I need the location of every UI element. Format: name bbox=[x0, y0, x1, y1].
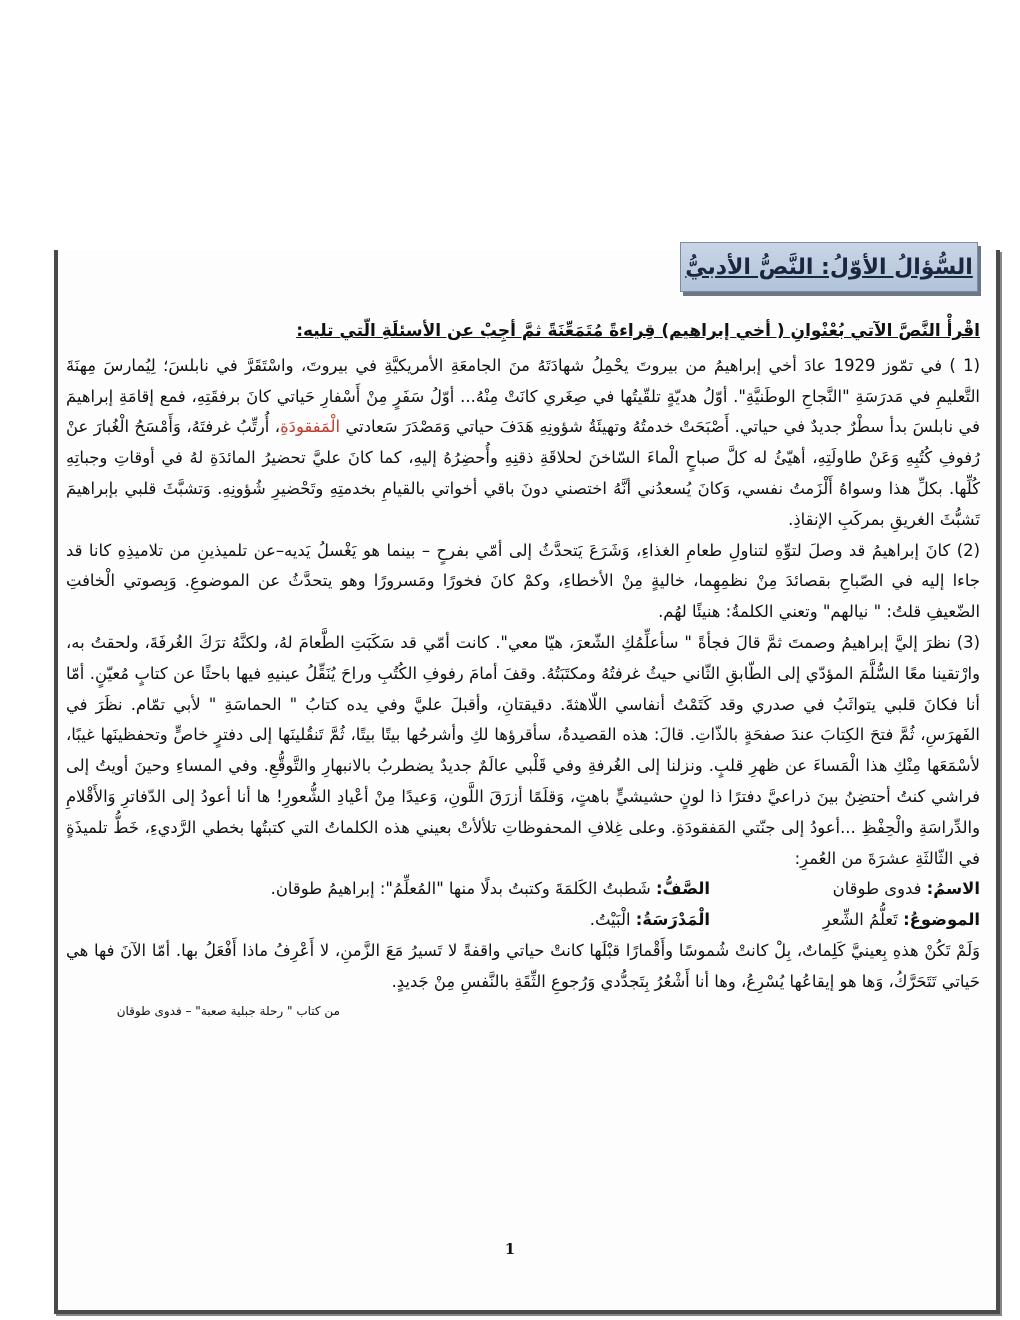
notebook-cover-row-2 bbox=[66, 905, 980, 936]
class-field bbox=[271, 874, 710, 905]
paragraph-1-text-a: (1 ) في تمّوز 1929 عادَ أخي إبراهيمُ من بيروتَ يحْمِلُ شهادَتَهُ منَ الجامعَةِ الأمريكيَّةِ في بيروتَ، واسْتَقَرَّ في نابلسَ؛ لِيُمارسَ مِهنَةَ التَّعليمِ في مَدرَسَةِ "النَّجاحِ الوطَنيَّةِ". أوّلُ هديّةٍ تلقّيتُها في صِغَري كانَتْ مِنْهُ... أوّلُ سَفَرٍ مِنْ أَسْفارِ حَياتي كانَ برفقَتِهِ، فمع إقامَةِ إبراهيمَ في نابلسَ بدأ سطْرٌ جديدٌ في حياتي. أَصْبَحَتْ خدمتُهُ وتهيئَةُ شؤونِهِ هَدَفَ حياتي وَمَصْدَرَ سَعادتي bbox=[66, 355, 981, 437]
paragraph-1 bbox=[66, 351, 980, 536]
name-label: الاسمُ: bbox=[926, 879, 980, 899]
section-title: السُّؤالُ الأوّلُ: النَّصُّ الأدبيُّ bbox=[685, 254, 973, 280]
subject-field bbox=[710, 905, 980, 936]
school-value: الْبَيْتُ. bbox=[589, 910, 636, 930]
class-label: الصَّفُّ: bbox=[656, 879, 710, 899]
school-label: الْمَدْرَسَةُ: bbox=[635, 910, 710, 930]
class-value: شَطبتُ الكَلمَةَ وكتبتُ بدلًا منها "المُعلِّمُ": إبراهيمُ طوقان. bbox=[270, 879, 656, 899]
paragraph-3: (3) نظرَ إليَّ إبراهيمُ وصمتَ ثمَّ قالَ فجأةً " سأعلِّمُكِ الشّعرَ، هيّا معي". كانت أمّي قد سَكَبَتِ الطَّعامَ لهُ، ولكنَّهُ ترَكَ الغُرفَةَ، ولحقتُ به، وارْتقينا معًا السُّلَّمَ المؤدّي إلى الطّابقِ الثّاني حيثُ غرفتُهُ ومكتَبَتُهُ. وقفَ أمامَ رفوفِ الكُتُبِ وراحَ يُنَقِّلُ عينيهِ فيها باحثًا عن كتابٍ مُعيّنٍ. أمّا أنا فكانَ قلبي يتواثَبُ في صدري وقد كَتَمْتُ أنفاسي اللّاهثةَ. دقيقتانِ، وأقبلَ عليَّ وفي يده كتابُ " الحماسَةِ " لأبي تمّام. نظَرَ في الفَهرَسِ، ثُمَّ فتحَ الكِتابَ عندَ صفحَةٍ بالذّاتِ. قالَ: هذه القصيدةُ، سأقرؤها لكِ وأشرحُها بيتًا بيتًا، ثُمَّ تَنقُلينَها إلى دفترٍ خاصٍّ وتحفظينَها غيبًا، لأسْمَعَها مِنْكِ هذا الْمَساءَ عن ظهرِ قلبٍ. ونزلنا إلى الغُرفةِ وفي قَلْبي عالَمٌ جديدٌ يضطربُ بالانبهارِ والتَّوقُّعِ. وفي المساءِ وحينَ أويتُ إلى فراشي كنتُ أحتضِنُ بينَ ذراعيَّ دفترًا ذا لونٍ حشيشيٍّ باهتٍ، وَقلَمًا أزرَقَ اللَّونِ، وَعيدًا مِنْ أعْيادِ الشُّعورِ! ها أنا أعودُ إلى الدّفاترِ وَالأَقْلامِ والدِّراسَةِ والْحِفْظِ ...أعودُ إلى جنّتي المَفقودَةِ. وعلى غِلافِ المحفوظاتِ تلألأتْ بعيني هذه الكلماتُ التي كتبتُها بخطي الرَّديءِ، خَطُّ تلميذَةٍ في الثّالثَةِ عشرَةَ من العُمرِ: bbox=[66, 632, 980, 868]
name-value: فدوى طوقان bbox=[832, 879, 927, 899]
subject-value: تَعلُّمُ الشِّعرِ bbox=[822, 910, 904, 930]
subject-label: الموضوعُ: bbox=[903, 910, 980, 930]
paragraph-1-text-b: ، أُرتِّبُ غرفتَهُ، وَأَمْسَحُ الْغُبارَ عنْ رُفوفِ كُتُبِهِ وَعَنْ طاولَتِهِ، أهيّئُ له كلَّ صباحٍ الْماءَ السّاخنَ لحلاقَةِ ذقنِهِ وأُحضِرُهُ إليهِ، كما كانَ عليَّ تحضيرُ المائدَةِ لهُ في أوقاتِ وجباتِهِ كُلِّها. بكلِّ هذا وسواهُ أَلْزَمتُ نفسي، وَكانَ يُسعدُني أنَّهُ اختصني دونَ باقي أخواتي بالقيامِ بخدمتِهِ وتَحْضيرِ شُؤونِهِ. وَتشبَّثَ قلبي بإبراهيمَ تَشبُّثَ الغريقِ بمركَبِ الإنقاذِ. bbox=[66, 417, 980, 529]
section-title-box bbox=[680, 242, 978, 292]
notebook-cover-row-1 bbox=[66, 874, 980, 905]
source-citation: من كتاب " رحلة جبلية صعبة" – فدوى طوقان bbox=[116, 1003, 340, 1018]
name-field bbox=[710, 874, 980, 905]
school-field bbox=[590, 905, 710, 936]
page-number: 1 bbox=[504, 1240, 516, 1258]
document-body bbox=[66, 316, 980, 1022]
highlighted-word: الْمَفقودَةِ bbox=[280, 417, 341, 437]
reading-instruction: اقْرأْ النَّصَّ الآتي بُعْنْوانِ ( أخي إبراهيم) قِراءةً مُتَمَعِّنَةً ثمَّ أجِبْ عن الأسئلَةِ الّتي تليه: bbox=[296, 321, 980, 341]
closing-paragraph: وَلَمْ تَكُنْ هذهِ بِعينيَّ كَلِماتٌ، بِلْ كانتْ شُموسًا وأَقْمارًا قبْلَها كانتْ حياتي واقفةً لا تَسيرُ مَعَ الزَّمنِ، لا أَعْرِفُ ماذا أَفْعَلُ بها. أمّا الآنَ فها هي حَياتي تَتَحَرَّكُ، وَها هو إيقاعُها يُسْرِعُ، وها أنا أَشْعُرُ بِتَجدُّدي وَرُجوعِ الثِّقَةِ بالنَّفسِ مِنْ جَديدٍ. bbox=[66, 940, 980, 991]
paragraph-2: (2) كانَ إبراهيمُ قد وصلَ لتوِّهِ لتناولِ طعامِ الغذاءِ، وَشَرَعَ يَتحدَّثُ إلى أمّي بفرحٍ – بينما هو يَغْسلُ يَديه–عن تلميذينِ من تلاميذِهِ كانا قد جاءا إليه في الصّباحِ بقصائدَ مِنْ نظمِهِما، خاليةٍ مِنْ الأخطاءِ، وكمْ كانَ فخورًا ومَسرورًا وهو يتحدَّثُ عن الموضوعِ. وَبِصوتي الْخافتِ الضّعيفِ قلتُ: " نيالهم" وتعني الكلمةُ: هنيئًا لهُم. bbox=[66, 540, 980, 622]
